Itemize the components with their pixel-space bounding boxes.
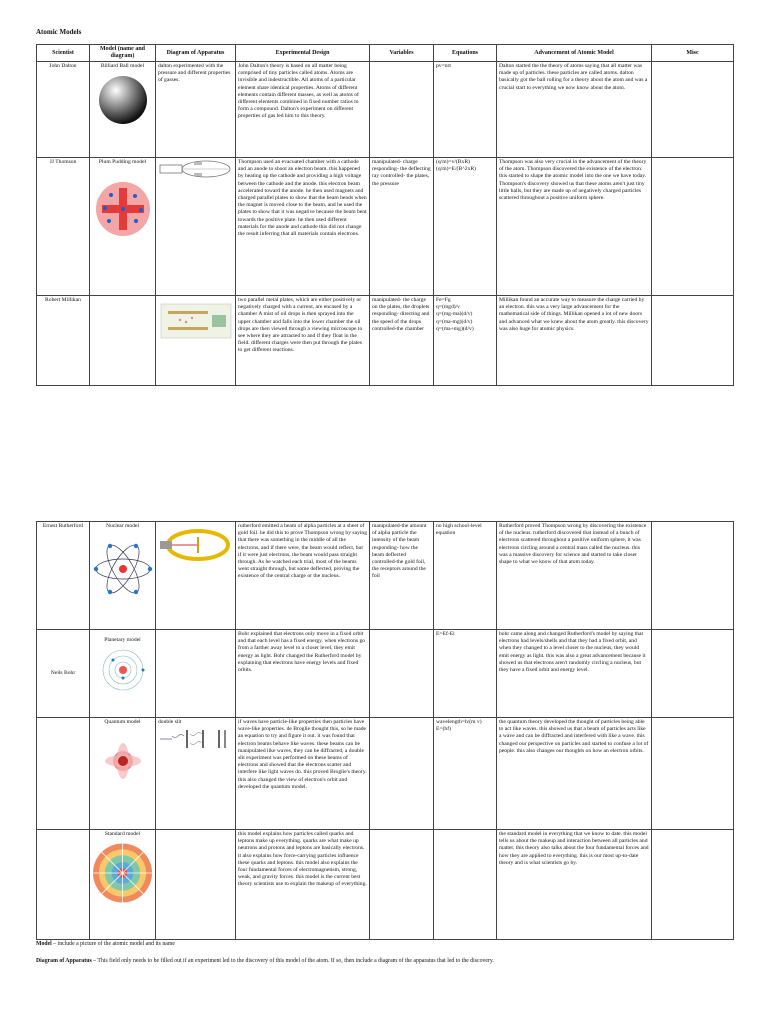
model-note-text: – include a picture of the atomic model and its name [51,941,175,947]
oil-drop-apparatus-image [160,303,232,339]
design-cell: this model explains how particles called quarks and leptons make up everything. quarks are what make up neutrons and protons and leptons are basically electrons. it also explains how force-carrying particles influence these quarks and leptons. this model also explains the four fundamental forces of electromagnetism, strong, weak, and gravity forces. this model is the current best theory scientists use to explain the makeup of everything. [236,830,370,940]
scientist-cell [37,630,90,718]
misc-cell [652,522,734,630]
model-cell [90,62,156,158]
equations-cell: Fe=Fg q=(mgd)/v q=(mg-ma)(d/v) q=(ma-mg)(d/v) q=(ma+mg)(d/v) [434,296,497,386]
apparatus-cell [156,630,236,718]
model-note [36,941,736,948]
scientist-cell: JJ Thomson [37,158,90,296]
apparatus-note-label: Diagram of Apparatus [36,958,92,964]
apparatus-cell [156,830,236,940]
model-name: Nuclear model [105,523,140,529]
model-name: Planetary model [104,637,141,643]
model-name: Plum Pudding model [98,159,147,165]
misc-cell [652,158,734,296]
design-cell: if waves have particle-like properties then particles have wave-like properties. de Broglie thought this, so he made an equation to try and figure it out. it was found that electron beams behave like waves. these beams can be manipulated like waves, they can be diffracted, a double slit experiment was performed on these beams of electrons and showed that the electrons scatter and interfere like light waves do. this proved Broglie's theory. this also changed the view of electron's orbit and developed the quantum model. [236,718,370,830]
variables-cell [370,830,434,940]
design-cell: rutherford emitted a beam of alpha particles at a sheet of gold foil. he did this to prove Thompson wrong by saying that there was something in the middle of all the electrons, and if there were, the beam would reflect, but if it were just electrons, the beam would pass straight through. As he watched each trial, most of the beams went straight through, but some deflected, proving the existence of the central charge or the nucleus. [236,522,370,630]
header-misc: Misc [652,45,734,62]
model-name: Quantum model [104,719,141,725]
misc-cell [652,830,734,940]
model-cell [90,522,156,630]
apparatus-label: double slit [158,719,182,725]
model-cell [90,296,156,386]
header-advancement: Advancement of Atomic Model [497,45,652,62]
variables-cell [370,630,434,718]
advancement-cell: bohr came along and changed Rutherford's model by saying that electrons had levels/shells and that they had a fixed orbit, and when they changed to a level closer to the nucleus, they would emit energy as light. this was also a great advancement because it showed us that electrons aren't randomly circling a nucleus, but they have a fixed orbit and energy level. [497,630,652,718]
apparatus-cell [156,158,236,296]
model-name: Billiard Ball model [100,63,145,69]
equations-cell: (q/m)=v/(BxR) (q/m)=E/(B^2xR) [434,158,497,296]
header-variables: Variables [370,45,434,62]
table-row [37,830,734,940]
planetary-model-image [101,648,145,692]
equations-cell: wavelength=h/(m v) E=(hf) [434,718,497,830]
design-cell: Thompson used an evacuated chamber with a cathode and an anode to shoot an electron beam. this happened by heating up the cathode and providing a high voltage between the cathode and the anode. this electron beam accelerated toward the anode. he then used magnets and charged parallel plates to show that the beam bends when the magnet is moved close to the beam, and he used the plates to show that it was negative because the beam bent towards the positive plate. he then used different materials for the anode and cathode this did not change the result inferring that all materials contain electrons. [236,158,370,296]
advancement-cell: Thompson was also very crucial in the advancement of the theory of the atom. Thompson discovered the existence of the electron. this started to shape the atomic model into the one we have today. Thompson's discovery showed us that these atoms aren't just tiny little balls, but they are made up of negatively charged particles scattered throughout a positive uniform sphere. [497,158,652,296]
equations-cell: pv=nrt [434,62,497,158]
model-note-label: Model [36,941,52,947]
header-row [37,45,734,62]
equations-cell [434,830,497,940]
scientist-cell [37,830,90,940]
advancement-cell: Millikan found an accurate way to measure the charge carried by an electron. this was a very large advancement for the mathematical side of things. Millikan opened a lot of new doors and advanced what we knew about the atom greatly. this discovery was also huge for atomic physics. [497,296,652,386]
scientist-cell [37,718,90,830]
variables-cell: manipulated-the amount of alpha particle the intensity of the beam responding- how the beam deflected controlled-the gold foil, the receptors around the foil [370,522,434,630]
design-cell: John Dalton's theory is based on all matter being comprised of tiny particles called atoms. Atoms are invisible and indestructible. All atoms of a particular element share identical properties. Atoms of different elements contain different masses, as well as atoms of different elements combined in fixed number ratios to form a compound. Dalton's experiment on different properties of gas led him to this theory. [236,62,370,158]
design-cell: two parallel metal plates, which are either positively or negatively charged with a current, are encased by a chamber A mist of oil drops is then sprayed into the upper chamber and falls into the lower chamber the oil drops are then viewed through a viewing microscope to see where they are attracted to and if they float in the field. different charges were then put through the plates to get different reactions. [236,296,370,386]
model-cell [90,718,156,830]
table-row [37,296,734,386]
design-cell: Bohr explained that electrons only move in a fixed orbit and that each level has a fixed energy. when electrons go from a farther away level to a closer level, they emit energy as light. Bohr changed the Rutherford model by explaining that electrons have energy levels and fixed orbits. [236,630,370,718]
plum-pudding-model-image [94,180,152,238]
header-design: Experimental Design [236,45,370,62]
apparatus-cell [156,522,236,630]
table-row [37,630,734,718]
double-slit-apparatus-image [158,728,232,750]
header-equations: Equations [434,45,497,62]
table-row [37,158,734,296]
misc-cell [652,718,734,830]
variables-cell: manipulated- charge responding- the deflecting ray controlled- the plates, the pressure [370,158,434,296]
apparatus-note [36,958,736,965]
model-cell [90,830,156,940]
document-title: Atomic Models [36,28,82,36]
scientist-cell: Ernest Rutherford [37,522,90,630]
equations-cell: no high school-level equation [434,522,497,630]
table-row [37,522,734,630]
apparatus-cell [156,296,236,386]
table-row [37,718,734,830]
header-scientist: Scientist [37,45,90,62]
advancement-cell: Rutherford proved Thompson wrong by discovering the existence of the nucleus. rutherford discovered that instead of a bunch of electrons scattered throughout a positive uniform sphere, it was electrons circling around a central mass called the nucleus. this was a massive discovery for science and started to take closer shape to what we know of that atom today. [497,522,652,630]
equations-cell: E=Ef-Ei [434,630,497,718]
cathode-ray-tube-apparatus-image [158,159,232,179]
gold-foil-apparatus-image [158,523,232,563]
billiard-ball-model-image [97,74,149,126]
model-cell [90,158,156,296]
apparatus-cell: dalton experimented with the pressure and different properties of gasses. [156,62,236,158]
variables-cell: manipulated- the charge on the plates, the droplets responding- directing and the speed of the drops controlled-the chamber [370,296,434,386]
advancement-cell: Dalton started the the theory of atoms saying that all matter was made up of particles. these particles are called atoms. dalton basically got the ball rolling for a theory about the atom and was a crucial start to everything we now know about the atom. [497,62,652,158]
scientist-cell: John Dalton [37,62,90,158]
misc-cell [652,296,734,386]
atomic-models-table-bottom [36,521,734,940]
standard-model-image [92,842,153,904]
scientist-name: Neils Bohr [50,669,76,676]
advancement-cell: the quantum theory developed the thought of particles being able to act like waves. this showed us that a beam of particles acts like a wave and can be diffracted and interfered with like a wave. this changed our perspective on particles and started to confuse a lot of people. this also changes our thoughts on how an electron orbits. [497,718,652,830]
atomic-models-table-top [36,44,734,386]
nuclear-model-image [93,534,153,604]
variables-cell [370,62,434,158]
variables-cell [370,718,434,830]
misc-cell [652,630,734,718]
model-cell [90,630,156,718]
table-row [37,62,734,158]
header-model: Model (name and diagram) [90,45,156,62]
quantum-model-image [100,738,146,784]
header-apparatus: Diagram of Apparatus [156,45,236,62]
model-name: Standard model [104,831,141,837]
misc-cell [652,62,734,158]
scientist-cell: Robert Millikan [37,296,90,386]
apparatus-cell [156,718,236,830]
advancement-cell: the standard model in everything that we know to date. this model tells us about the makeup and interaction between all particles and matter. this theory also talks about the four fundamental forces and how they are applied to everything. this is our most up-to-date theory and is what scientists go by. [497,830,652,940]
apparatus-note-text: – This field only needs to be filled out if an experiment led to the discovery of this model of the atom. If so, then include a diagram of the apparatus that led to the discovery. [91,958,494,964]
